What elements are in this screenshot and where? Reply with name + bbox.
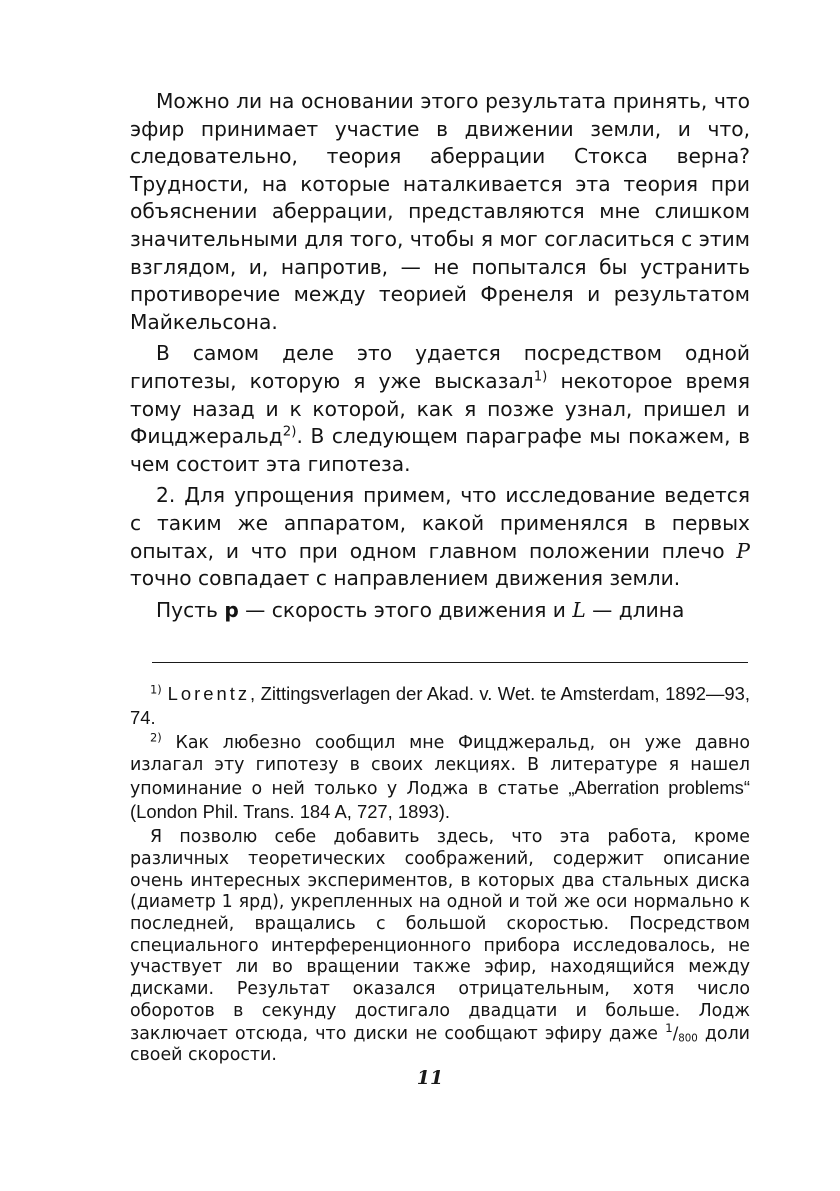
- footnote-divider: [152, 662, 748, 663]
- paragraph-4: Пусть p — скорость этого движения и L — длина: [156, 597, 685, 622]
- footnote-1-citation: , Zittingsverlagen der Akad. v. Wet. te Amsterdam, 1892—93, 74.: [130, 683, 750, 728]
- footnote-ref-1[interactable]: 1): [533, 369, 548, 385]
- variable-L: L: [572, 597, 586, 622]
- footnote-2-citation: „Aberration problems“ (London Phil. Trans. 184 A, 727, 1893).: [130, 776, 750, 822]
- paragraph-2: В самом деле это удается посредством одной гипотезы, которую я уже высказал$^{1)}$ некоторое время тому назад и к которой, как я позже узнал, пришел и Фицджеральд$^{2)}$. В следующем параграфе мы покажем, в чем состоит эта гипотеза.: [130, 341, 750, 476]
- footnote-1-author: Lorentz: [167, 683, 251, 704]
- footnote-marker-1: 1): [150, 682, 162, 697]
- footnote-ref-2[interactable]: 2): [282, 424, 297, 440]
- paragraph-3: 2. Для упрощения примем, что исследование ведется с таким же аппаратом, какой применялся в первых опытах, и что при одном главном положении плечо P точно совпадает с направлением движения земли.: [130, 483, 750, 591]
- footnote-2-continuation: Я позволю себе добавить здесь, что эта работа, кроме различных теоретических соображений, содержит описание очень интересных экспериментов, в которых два стальных диска (диаметр 1 ярд), укрепленных на одной и той же оси нормально к последней, вращались с большой скоростью. Посредством специального интерференционного прибора исследовалось, не участвует ли во вращении также эфир, находящийся между дисками. Результат оказался отрицательным, хотя число оборотов в секунду достигало двадцати и больше. Лодж заключает отсюда, что диски не сообщают эфиру даже $^1/_{800}$ доли своей скорости.: [130, 827, 750, 1066]
- fraction: $^1/_{800}$: [665, 1020, 698, 1045]
- footnotes: [130, 683, 750, 1070]
- footnote-marker-2: 2): [150, 731, 162, 746]
- paragraph-1: Можно ли на основании этого результата принять, что эфир принимает участие в движении земли, и что, следовательно, теория аберрации Стокса верна? Трудности, на которые наталкивается эта теория при объяснении аберрации, представляются мне слишком значительными для того, чтобы я мог согласиться с этим взглядом, и, напротив, — не попытался бы устранить противоречие между теорией Френеля и результатом Майкельсона.: [130, 89, 750, 334]
- main-text: [130, 88, 750, 628]
- footnote-2: $^{2)}$ Как любезно сообщил мне Фицджеральд, он уже давно излагал эту гипотезу в своих лекциях. В литературе я нашел упоминание о ней только у Лоджа в статье „Aberration problems“ (London Phil. Trans. 184 A, 727, 1893).: [130, 731, 750, 822]
- variable-p-bold: p: [224, 597, 239, 622]
- variable-P: P: [736, 538, 750, 563]
- footnote-1: [130, 683, 750, 730]
- page-number: 11: [416, 1067, 444, 1089]
